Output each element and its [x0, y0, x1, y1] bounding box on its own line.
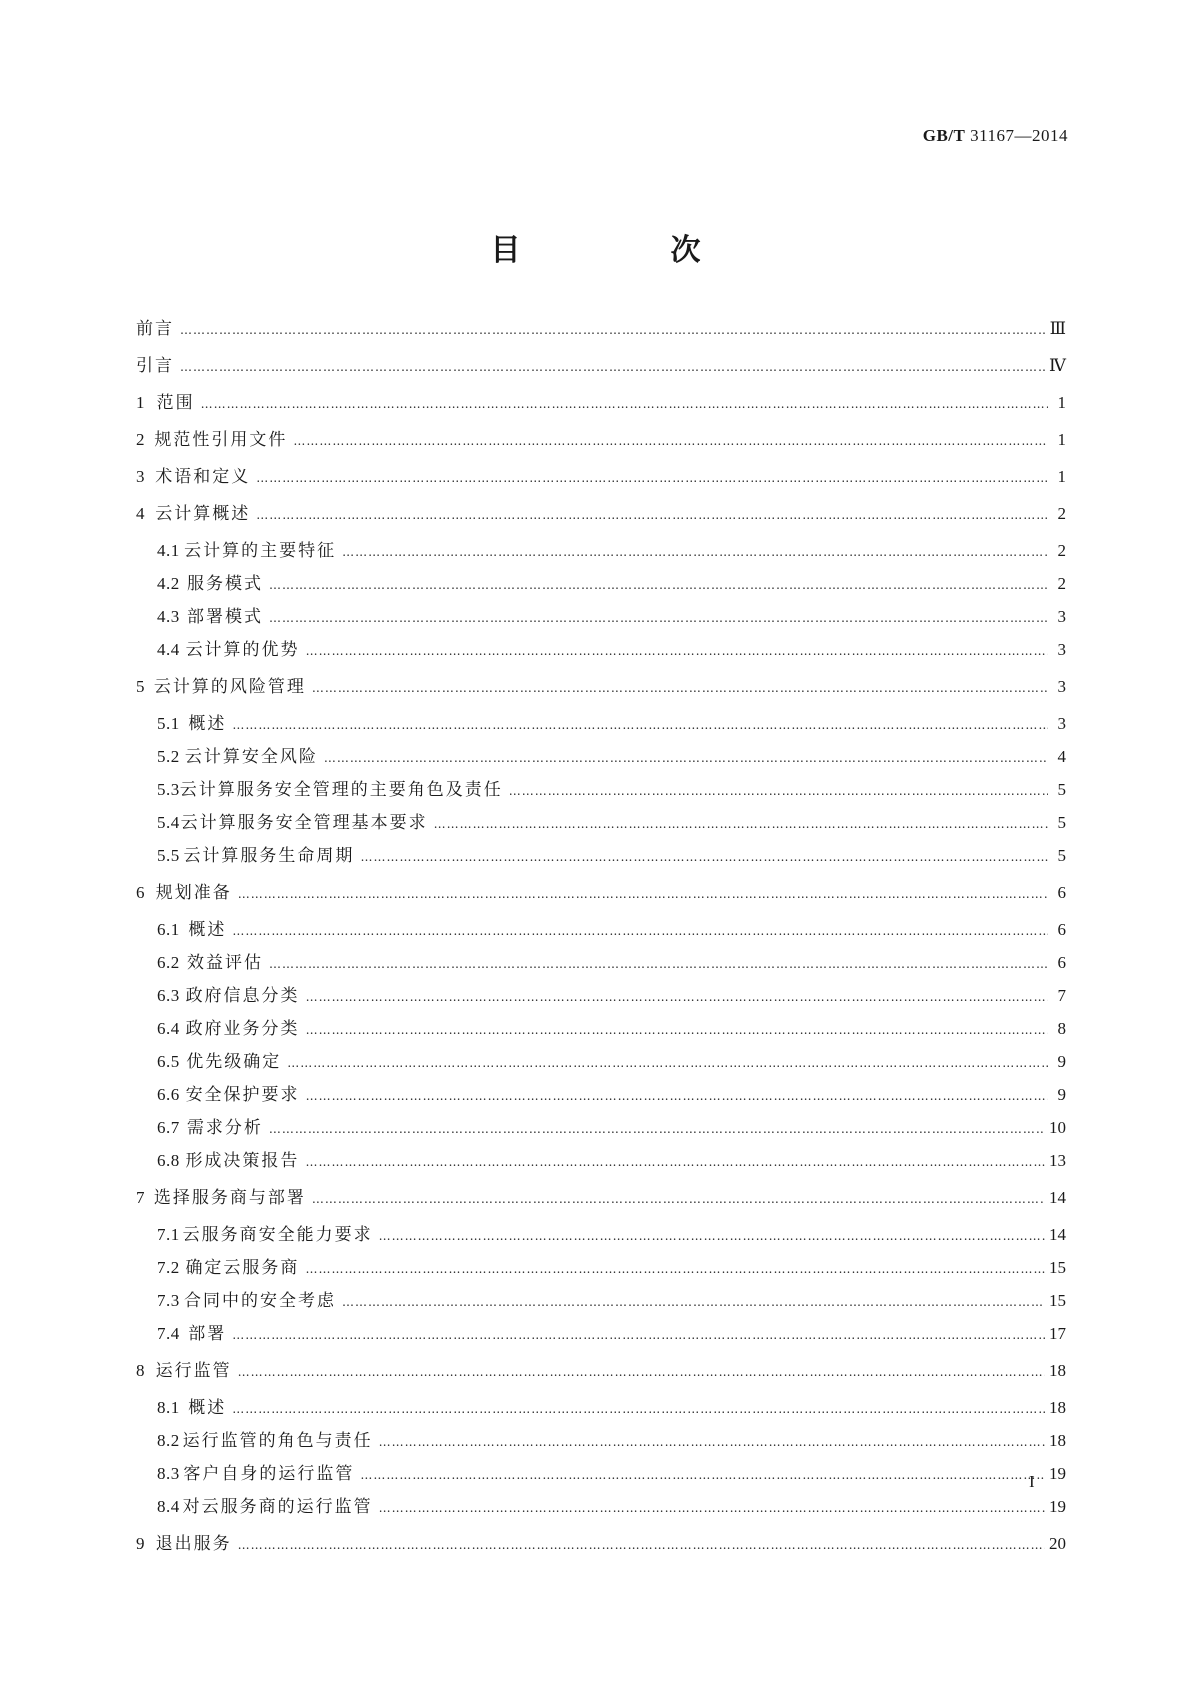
toc-dot-leader	[379, 1497, 1045, 1519]
toc-entry-page: 3	[1057, 607, 1066, 626]
toc-entry[interactable]	[136, 1290, 1066, 1313]
toc-entry-number: 2	[136, 430, 145, 449]
toc-dot-leader	[232, 1324, 1045, 1346]
toc-entry[interactable]	[136, 1018, 1066, 1041]
toc-entry-number: 7	[136, 1188, 145, 1207]
toc-entry-title: 政府信息分类	[185, 986, 300, 1006]
toc-entry-page: 10	[1049, 1118, 1066, 1137]
standard-prefix: GB/T	[922, 126, 966, 145]
standard-number: 31167—2014	[970, 126, 1068, 145]
toc-entry-number: 3	[136, 467, 145, 486]
toc-dot-leader	[269, 574, 1048, 596]
toc-entry-page: 1	[1057, 393, 1066, 412]
toc-entry-title: 云计算服务安全管理基本要求	[180, 813, 428, 833]
toc-entry[interactable]	[136, 1533, 1066, 1556]
toc-entry-number: 7.1	[157, 1225, 180, 1244]
toc-entry-title: 确定云服务商	[185, 1258, 300, 1278]
toc-entry[interactable]	[136, 779, 1066, 802]
toc-dot-leader	[269, 1118, 1045, 1140]
toc-entry-number: 5.2	[157, 747, 180, 766]
toc-entry[interactable]	[136, 812, 1066, 835]
toc-entry-title: 服务模式	[186, 574, 263, 594]
toc-entry[interactable]	[136, 606, 1066, 629]
toc-dot-leader	[360, 846, 1048, 868]
toc-entry[interactable]	[136, 1117, 1066, 1140]
toc-entry-title: 云计算概述	[155, 504, 251, 524]
toc-entry-page: 13	[1049, 1151, 1066, 1170]
toc-dot-leader	[232, 920, 1048, 942]
toc-dot-leader	[305, 1151, 1045, 1173]
toc-entry[interactable]	[136, 1187, 1066, 1210]
toc-entry[interactable]	[136, 919, 1066, 942]
toc-entry-number: 5.3	[157, 780, 180, 799]
toc-entry-title: 前言	[136, 319, 174, 339]
toc-title: 目 次	[490, 233, 761, 268]
toc-dot-leader	[287, 1052, 1048, 1074]
toc-entry-number: 5	[136, 677, 145, 696]
toc-entry-page: 7	[1057, 986, 1066, 1005]
toc-entry-page: 18	[1049, 1398, 1066, 1417]
toc-entry[interactable]	[136, 466, 1066, 489]
toc-dot-leader	[306, 1019, 1048, 1041]
toc-entry[interactable]	[136, 985, 1066, 1008]
toc-entry[interactable]	[136, 676, 1066, 699]
toc-entry-page: 19	[1049, 1464, 1066, 1483]
toc-entry-page: 3	[1057, 677, 1066, 696]
toc-entry-number: 5.5	[157, 846, 180, 865]
toc-entry-number: 4.4	[157, 640, 180, 659]
toc-dot-leader	[201, 393, 1048, 415]
toc-entry-page: 18	[1049, 1361, 1066, 1380]
toc-entry-page: 1	[1057, 430, 1066, 449]
toc-entry-page: Ⅳ	[1049, 356, 1066, 375]
toc-entry[interactable]	[136, 503, 1066, 526]
toc-entry-page: 2	[1057, 574, 1066, 593]
toc-entry-title: 部署模式	[186, 607, 263, 627]
toc-entry[interactable]	[136, 1150, 1066, 1173]
toc-entry-number: 4	[136, 504, 145, 523]
toc-entry-title: 运行监管	[155, 1361, 232, 1381]
toc-entry-title: 优先级确定	[186, 1052, 282, 1072]
toc-dot-leader	[269, 607, 1048, 629]
toc-entry-page: 17	[1049, 1324, 1066, 1343]
toc-entry-page: 14	[1049, 1225, 1066, 1244]
toc-entry-title: 选择服务商与部署	[153, 1188, 306, 1208]
toc-entry-title: 云计算的优势	[185, 640, 300, 660]
toc-entry-number: 4.2	[157, 574, 180, 593]
toc-entry-title: 概述	[188, 714, 227, 734]
toc-dot-leader	[238, 883, 1048, 905]
toc-entry-title: 引言	[136, 356, 174, 376]
toc-entry-number: 8.1	[157, 1398, 180, 1417]
toc-entry-page: 6	[1057, 953, 1066, 972]
toc-entry-title: 合同中的安全考虑	[184, 1291, 337, 1311]
toc-entry[interactable]	[136, 1323, 1066, 1346]
toc-entry-title: 客户自身的运行监管	[183, 1464, 355, 1484]
toc-entry-title: 云计算服务安全管理的主要角色及责任	[179, 780, 503, 800]
toc-entry-title: 云服务商安全能力要求	[182, 1225, 373, 1245]
toc-dot-leader	[232, 1398, 1045, 1420]
toc-dot-leader	[305, 1258, 1045, 1280]
toc-entry-title: 云计算安全风险	[184, 747, 318, 767]
toc-entry-page: 15	[1049, 1291, 1066, 1310]
toc-entry[interactable]	[136, 1224, 1066, 1247]
toc-entry[interactable]	[136, 318, 1066, 341]
toc-dot-leader	[324, 747, 1048, 769]
toc-entry-title: 形成决策报告	[185, 1151, 300, 1171]
toc-entry-number: 7.3	[157, 1291, 180, 1310]
toc-entry-page: 5	[1057, 846, 1066, 865]
toc-entry-title: 云计算的主要特征	[184, 541, 337, 561]
toc-entry-number: 6.8	[157, 1151, 180, 1170]
toc-entry[interactable]	[136, 1051, 1066, 1074]
toc-dot-leader	[312, 1188, 1045, 1210]
toc-entry[interactable]	[136, 746, 1066, 769]
toc-entry-page: 2	[1057, 504, 1066, 523]
toc-dot-leader	[342, 541, 1048, 563]
toc-entry-title: 概述	[188, 920, 227, 940]
toc-entry-title: 概述	[188, 1398, 227, 1418]
toc-entry-page: Ⅲ	[1049, 319, 1066, 338]
toc-entry[interactable]	[136, 429, 1066, 452]
toc-entry-title: 部署	[188, 1324, 227, 1344]
toc-entry[interactable]	[136, 1430, 1066, 1453]
toc-entry-page: 5	[1057, 813, 1066, 832]
toc-entry-number: 8.4	[157, 1497, 180, 1516]
toc-entry-number: 8	[136, 1361, 145, 1380]
toc-entry[interactable]	[136, 952, 1066, 975]
toc-entry[interactable]	[136, 845, 1066, 868]
toc-entry-title: 规范性引用文件	[154, 430, 288, 450]
toc-entry-page: 15	[1049, 1258, 1066, 1277]
toc-dot-leader	[180, 319, 1046, 341]
toc-entry-number: 6.1	[157, 920, 180, 939]
toc-entry-page: 2	[1057, 541, 1066, 560]
toc-entry-number: 8.3	[157, 1464, 180, 1483]
toc-entry-title: 对云服务商的运行监管	[182, 1497, 373, 1517]
toc-entry[interactable]	[136, 713, 1066, 736]
toc-entry-page: 4	[1057, 747, 1066, 766]
toc-entry-page: 3	[1057, 640, 1066, 659]
toc-entry-page: 5	[1057, 780, 1066, 799]
toc-entry-page: 20	[1049, 1534, 1066, 1553]
toc-dot-leader	[509, 780, 1048, 802]
toc-entry-number: 7.4	[157, 1324, 180, 1343]
toc-dot-leader	[269, 953, 1048, 975]
toc-entry-number: 6	[136, 883, 145, 902]
toc-entry[interactable]	[136, 392, 1066, 415]
toc-entry-title: 范围	[156, 393, 195, 413]
toc-dot-leader	[434, 813, 1048, 835]
toc-dot-leader	[256, 467, 1048, 489]
toc-entry[interactable]	[136, 882, 1066, 905]
page-number: I	[1029, 1472, 1035, 1491]
toc-entry-title: 云计算的风险管理	[153, 677, 306, 697]
toc-entry-number: 6.4	[157, 1019, 180, 1038]
toc-dot-leader	[306, 640, 1048, 662]
toc-entry-title: 需求分析	[186, 1118, 263, 1138]
toc-entry-number: 9	[136, 1534, 145, 1553]
toc-dot-leader	[232, 714, 1048, 736]
toc-dot-leader	[312, 677, 1048, 699]
toc-entry-page: 3	[1057, 714, 1066, 733]
toc-entry[interactable]	[136, 1397, 1066, 1420]
toc-dot-leader	[238, 1534, 1045, 1556]
toc-entry-page: 6	[1057, 920, 1066, 939]
toc-dot-leader	[256, 504, 1048, 526]
toc-entry-page: 18	[1049, 1431, 1066, 1450]
toc-entry-number: 5.1	[157, 714, 180, 733]
toc-dot-leader	[180, 356, 1045, 378]
toc-entry-title: 政府业务分类	[185, 1019, 300, 1039]
toc-dot-leader	[342, 1291, 1045, 1313]
toc-entry[interactable]	[136, 1084, 1066, 1107]
table-of-contents	[136, 318, 1066, 1556]
toc-dot-leader	[379, 1225, 1045, 1247]
toc-dot-leader	[238, 1361, 1045, 1383]
toc-entry[interactable]	[136, 1360, 1066, 1383]
toc-entry[interactable]	[136, 1496, 1066, 1519]
toc-dot-leader	[306, 986, 1048, 1008]
standard-code	[923, 126, 1068, 146]
toc-entry-title: 运行监管的角色与责任	[182, 1431, 373, 1451]
toc-dot-leader	[360, 1464, 1045, 1486]
toc-entry-title: 效益评估	[186, 953, 263, 973]
toc-entry-page: 19	[1049, 1497, 1066, 1516]
toc-entry-title: 云计算服务生命周期	[183, 846, 355, 866]
toc-entry-title: 规划准备	[155, 883, 232, 903]
toc-entry[interactable]	[136, 639, 1066, 662]
toc-entry-number: 6.6	[157, 1085, 180, 1104]
toc-entry[interactable]	[136, 573, 1066, 596]
toc-entry-number: 6.5	[157, 1052, 180, 1071]
toc-entry[interactable]	[136, 1463, 1066, 1486]
toc-entry-page: 8	[1057, 1019, 1066, 1038]
toc-entry-page: 1	[1057, 467, 1066, 486]
toc-entry-number: 5.4	[157, 813, 180, 832]
toc-entry-number: 6.3	[157, 986, 180, 1005]
toc-entry-number: 6.2	[157, 953, 180, 972]
toc-entry-number: 6.7	[157, 1118, 180, 1137]
toc-entry-page: 14	[1049, 1188, 1066, 1207]
toc-entry[interactable]	[136, 1257, 1066, 1280]
toc-entry-number: 4.1	[157, 541, 180, 560]
toc-dot-leader	[293, 430, 1048, 452]
toc-dot-leader	[306, 1085, 1048, 1107]
toc-entry-number: 4.3	[157, 607, 180, 626]
toc-entry-number: 8.2	[157, 1431, 180, 1450]
toc-entry-title: 退出服务	[155, 1534, 232, 1554]
toc-entry[interactable]	[136, 355, 1066, 378]
toc-dot-leader	[379, 1431, 1045, 1453]
toc-entry-number: 7.2	[157, 1258, 180, 1277]
toc-entry-title: 安全保护要求	[185, 1085, 300, 1105]
toc-entry-page: 9	[1057, 1085, 1066, 1104]
toc-entry-page: 6	[1057, 883, 1066, 902]
toc-entry-page: 9	[1057, 1052, 1066, 1071]
toc-entry-number: 1	[136, 393, 145, 412]
toc-entry-title: 术语和定义	[155, 467, 251, 487]
toc-entry[interactable]	[136, 540, 1066, 563]
